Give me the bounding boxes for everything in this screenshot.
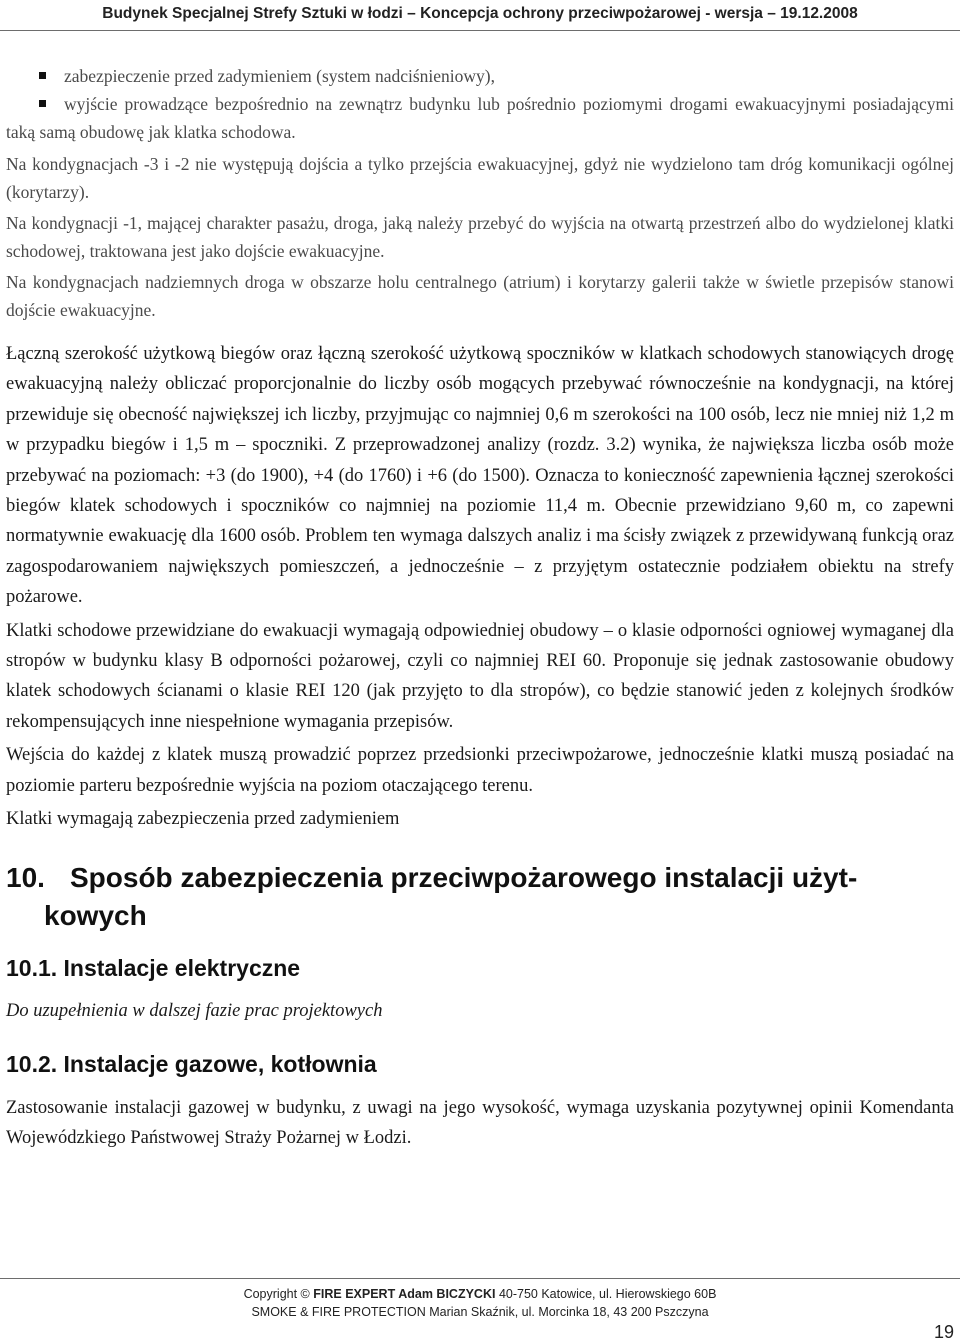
bullet-list: [6, 62, 954, 146]
bullet-text: zabezpieczenie przed zadymieniem (system nadciśnieniowy),: [64, 66, 495, 86]
section-heading: [6, 859, 954, 935]
page-number: 19: [933, 1322, 954, 1342]
page-footer: [0, 1278, 960, 1321]
list-item: [6, 62, 954, 90]
paragraph: Wejścia do każdej z klatek muszą prowadzić poprzez przedsionki przeciwpożarowe, jednocześnie klatki muszą posiadać na poziomie parteru bezpośrednie wyjścia na poziom otaczającego terenu.: [6, 745, 954, 796]
subsection-heading: 10.2. Instalacje gazowe, kotłownia: [6, 1050, 377, 1077]
paragraph: Na kondygnacjach -3 i -2 nie występują dojścia a tylko przejścia ewakuacyjnej, gdyż nie wydzielono tam dróg komunikacji ogólnej (korytarzy).: [6, 154, 954, 202]
square-bullet-icon: [39, 100, 46, 107]
subsection-text: Do uzupełnienia w dalszej fazie prac projektowych: [6, 1000, 383, 1021]
section-title-line1: Sposób zabezpieczenia przeciwpożarowego instalacji użyt-: [70, 861, 858, 893]
paragraph: Na kondygnacji -1, mającej charakter pasażu, droga, jaką należy przebyć do wyjścia na otwartą przestrzeń albo do wydzielonej klatki schodowej, traktowana jest jako dojście ewakuacyjne.: [6, 213, 954, 261]
paragraph: Na kondygnacjach nadziemnych droga w obszarze holu centralnego (atrium) i korytarzy galerii także w świetle przepisów stanowi dojście ewakuacyjne.: [6, 272, 954, 320]
running-header: Budynek Specjalnej Strefy Sztuki w łodzi – Koncepcja ochrony przeciwpożarowej - wersja – 19.12.2008: [0, 0, 960, 31]
section-title-line2: kowych: [44, 899, 147, 931]
paragraph: Łączną szerokość użytkową biegów oraz łączną szerokość użytkową spoczników w klatkach schodowych stanowiących drogę ewakuacyjną należy obliczać proporcjonalnie do liczby osób mogących przebywać równocześnie na kondygnacji, na której przewiduje się obecność największej ich liczby, przyjmując co najmniej 0,6 m szerokości na 100 osób, lecz nie mniej niż 1,2 m w przypadku biegów i 1,5 m – spoczniki. Z przeprowadzonej analizy (rozdz. 3.2) wynika, że największa liczba osób może przebywać na poziomach: +3 (do 1900), +4 (do 1760) i +6 (do 1500). Oznacza to konieczność zapewnienia łącznej szerokości biegów klatek schodowych i spoczników co najmniej na poziomie 11,4 m. Obecnie przewidziano 9,60 m, co zapewni normatywnie ewakuację dla 1600 osób. Problem ten wymaga dalszych analiz i ma ścisły związek z przewidywaną funkcją oraz zagospodarowaniem największych pomieszczeń, a jednocześnie – z przyjętym ostatecznie podziałem obiektu na strefy pożarowe.: [6, 344, 954, 608]
company-address: 40-750 Katowice, ul. Hierowskiego 60B: [498, 1287, 717, 1301]
footer-line2: SMOKE & FIRE PROTECTION Marian Skaźnik, ul. Morcinka 18, 43 200 Pszczyna: [251, 1305, 709, 1319]
subsection-text: Zastosowanie instalacji gazowej w budynku, z uwagi na jego wysokość, wymaga uzyskania pozytywnej opinii Komendanta Wojewódzkiego Państwowej Straży Pożarnej w Łodzi.: [6, 1097, 954, 1148]
page-body: [6, 62, 954, 1156]
copyright-label: Copyright ©: [243, 1287, 310, 1301]
company-name: FIRE EXPERT Adam BICZYCKI: [313, 1287, 496, 1301]
subsection-heading: 10.1. Instalacje elektryczne: [6, 954, 301, 981]
footer-line1: [0, 1285, 960, 1303]
square-bullet-icon: [39, 72, 46, 79]
paragraph: Klatki schodowe przewidziane do ewakuacji wymagają odpowiedniej obudowy – o klasie odporności ogniowej wymaganej dla stropów w budynku klasy B odporności pożarowej, czyli co najmniej REI 60. Proponuje się jednak zastosowanie obudowy klatek schodowych ścianami o klasie REI 120 (jak przyjęto to dla stropów), co będzie stanowić jeden z kolejnych środków rekompensujących inne niespełnione wymagania przepisów.: [6, 620, 954, 732]
list-item: [6, 90, 954, 146]
bullet-text: wyjście prowadzące bezpośrednio na zewnątrz budynku lub pośrednio poziomymi drogami ewakuacyjnymi posiadającymi taką samą obudowę jak klatka schodowa.: [6, 94, 954, 142]
paragraph: Klatki wymagają zabezpieczenia przed zadymieniem: [6, 809, 400, 830]
section-number: 10.: [6, 861, 45, 893]
